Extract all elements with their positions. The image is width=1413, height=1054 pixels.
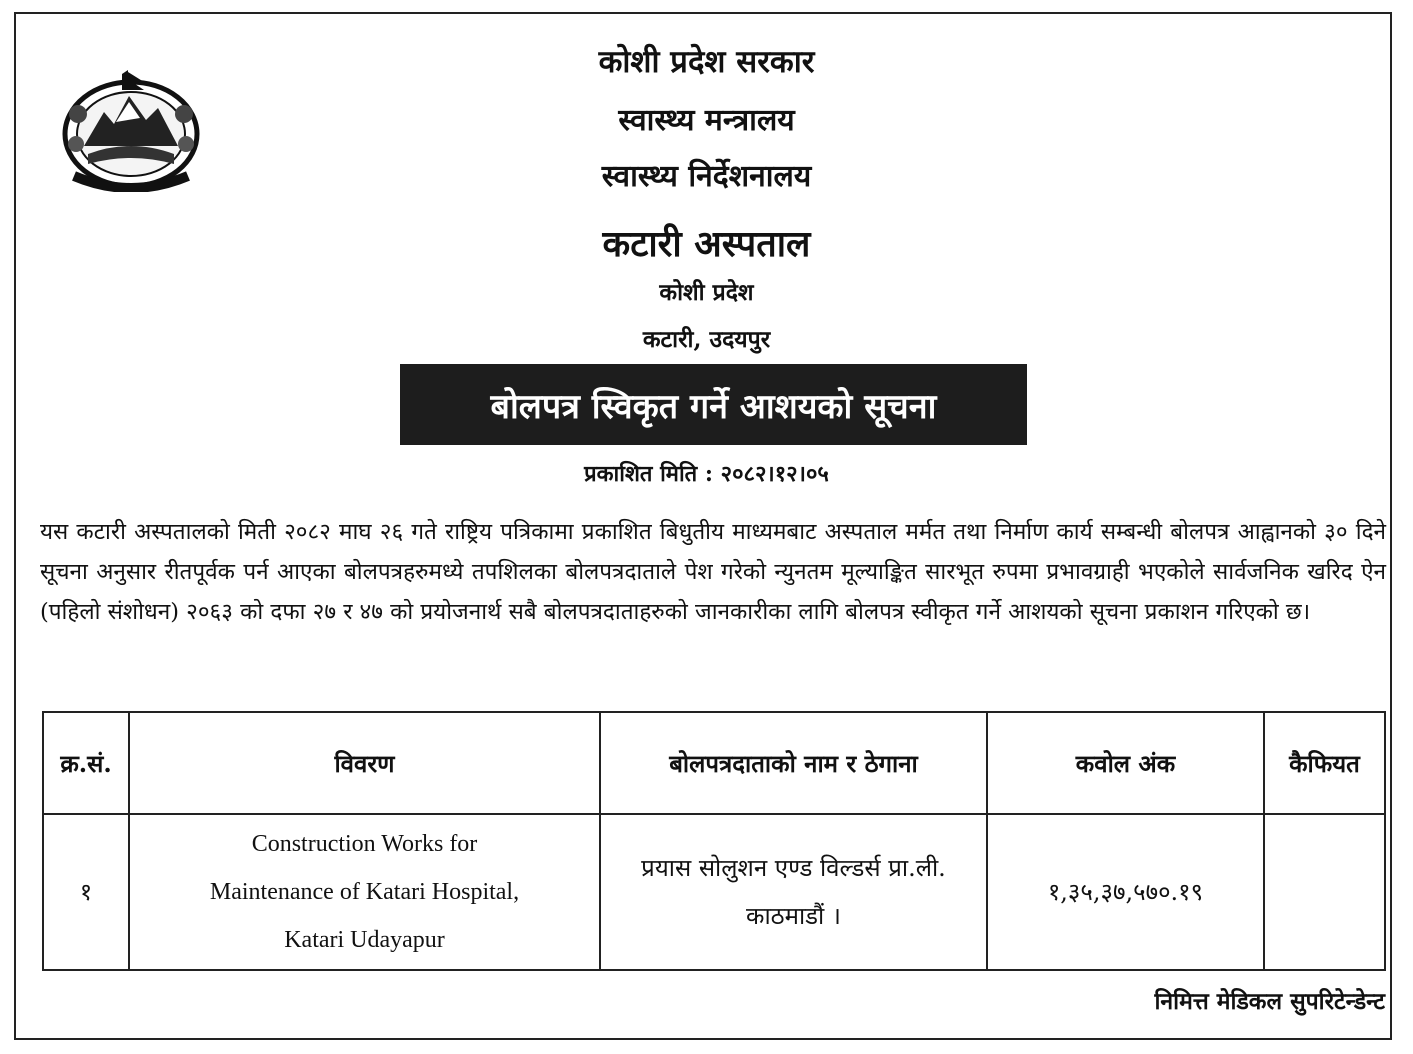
description-line: Katari Udayapur — [284, 927, 445, 953]
ministry-name: स्वास्थ्य मन्त्रालय — [618, 103, 795, 138]
directorate-name: स्वास्थ्य निर्देशनालय — [601, 159, 812, 194]
table-header-row — [43, 712, 1385, 814]
published-date: प्रकाशित मिति : २०८२।१२।०५ — [584, 461, 829, 487]
notice-title: बोलपत्र स्विकृत गर्ने आशयको सूचना — [490, 386, 937, 427]
header-description: विवरण — [129, 712, 600, 814]
government-name: कोशी प्रदेश सरकार — [598, 44, 815, 80]
header-remarks: कैफियत — [1264, 712, 1385, 814]
table-row — [43, 814, 1385, 970]
cell-remarks — [1264, 814, 1385, 970]
cell-bidder — [600, 814, 987, 970]
hospital-name: कटारी अस्पताल — [602, 223, 811, 265]
province-name: कोशी प्रदेश — [659, 279, 754, 306]
cell-description — [129, 814, 600, 970]
header-bidder-name-address: बोलपत्रदाताको नाम र ठेगाना — [600, 712, 987, 814]
notice-title-banner — [400, 364, 1027, 445]
header-serial-number: क्र.सं. — [43, 712, 129, 814]
cell-serial-number: १ — [43, 814, 129, 970]
description-line: Maintenance of Katari Hospital, — [209, 879, 520, 905]
bidder-line: काठमाडौं । — [746, 902, 841, 930]
header-bid-amount: कवोल अंक — [987, 712, 1264, 814]
location-name: कटारी, उदयपुर — [642, 326, 771, 353]
tender-table — [42, 711, 1386, 971]
signature: निमित्त मेडिकल सुपरिटेन्डेन्ट — [1154, 988, 1385, 1015]
bidder-line: प्रयास सोलुशन एण्ड विल्डर्स प्रा.ली. — [641, 854, 946, 882]
cell-bid-amount: १,३५,३७,५७०.१९ — [987, 814, 1264, 970]
notice-body: यस कटारी अस्पतालको मिती २०८२ माघ २६ गते राष्ट्रिय पत्रिकामा प्रकाशित बिधुतीय माध्यमबाट अस्पताल मर्मत तथा निर्माण कार्य सम्बन्धी बोलपत्र आह्वानको ३० दिने सूचना अनुसार रीतपूर्वक पर्न आएका बोलपत्रहरुमध्ये तपशिलका बोलपत्रदाताले पेश गरेको न्युनतम मूल्याङ्कित सारभूत रुपमा प्रभावग्राही भएकोले सार्वजनिक खरिद ऐन (पहिलो संशोधन) २०६३ को दफा २७ र ४७ को प्रयोजनार्थ सबै बोलपत्रदाताहरुको जानकारीका लागि बोलपत्र स्वीकृत गर्ने आशयको सूचना प्रकाशन गरिएको छ। — [40, 519, 1386, 625]
description-line: Construction Works for — [251, 831, 478, 857]
